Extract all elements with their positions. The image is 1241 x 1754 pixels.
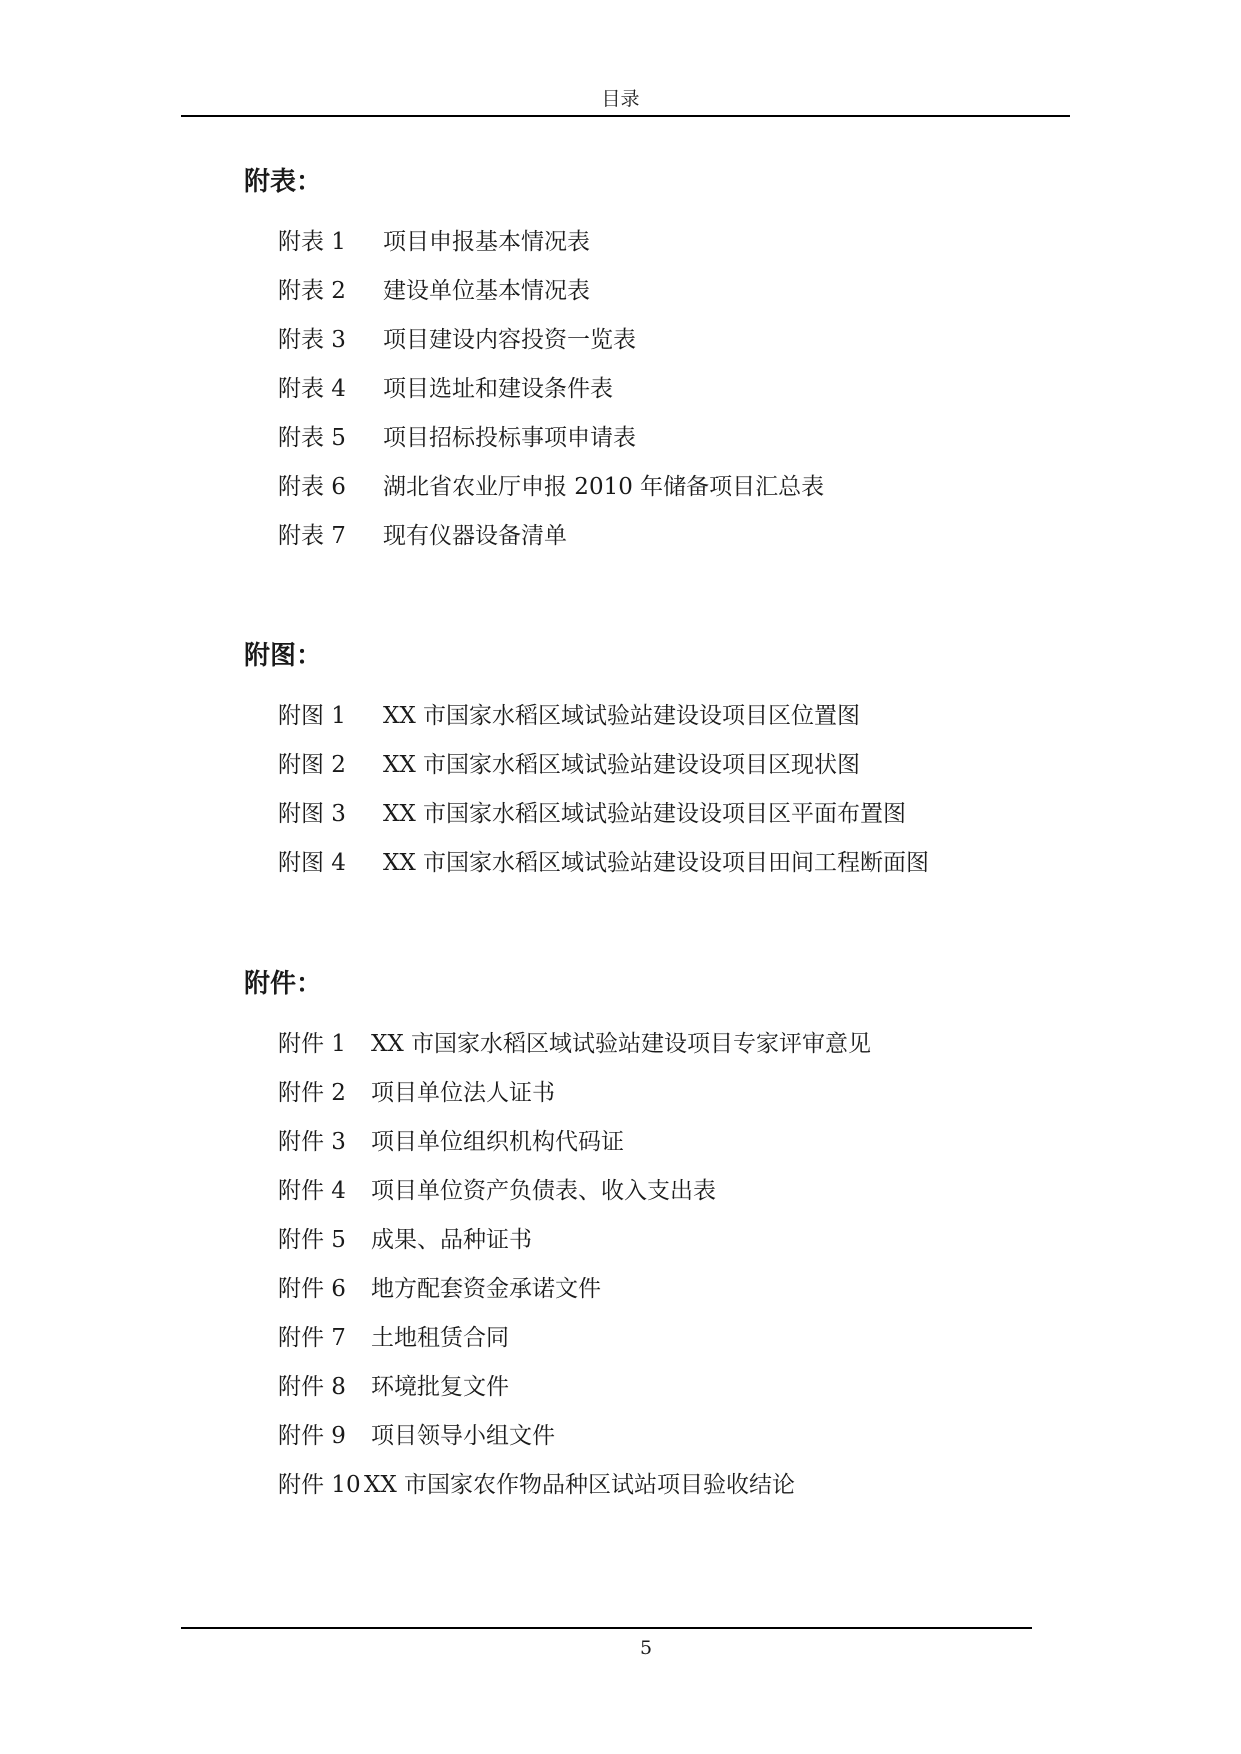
item-title: 项目领导小组文件 bbox=[371, 1423, 555, 1449]
item-title: XX 市国家农作物品种区试站项目验收结论 bbox=[364, 1472, 796, 1498]
item-title: 项目选址和建设条件表 bbox=[383, 376, 613, 402]
item-title: 项目单位法人证书 bbox=[371, 1080, 555, 1106]
item-label: 附件 5 bbox=[278, 1227, 346, 1253]
item-label: 附件 7 bbox=[278, 1325, 346, 1351]
list-item bbox=[278, 800, 907, 828]
list-item bbox=[278, 375, 613, 403]
list-item bbox=[278, 424, 636, 452]
list-item bbox=[278, 702, 861, 730]
list-item bbox=[278, 1177, 716, 1205]
item-label: 附表 1 bbox=[278, 229, 346, 255]
item-title: 建设单位基本情况表 bbox=[383, 278, 590, 304]
item-label: 附表 6 bbox=[278, 474, 346, 500]
list-item bbox=[278, 1079, 555, 1107]
item-label: 附件 10 bbox=[278, 1472, 361, 1498]
item-label: 附件 9 bbox=[278, 1423, 346, 1449]
item-label: 附图 4 bbox=[278, 850, 346, 876]
item-title: 成果、品种证书 bbox=[371, 1227, 532, 1253]
item-label: 附件 2 bbox=[278, 1080, 346, 1106]
item-title: 环境批复文件 bbox=[371, 1374, 509, 1400]
item-title: 湖北省农业厅申报 2010 年储备项目汇总表 bbox=[383, 474, 825, 500]
item-label: 附表 5 bbox=[278, 425, 346, 451]
list-item bbox=[278, 228, 590, 256]
list-item bbox=[278, 1128, 624, 1156]
list-item bbox=[278, 277, 590, 305]
item-label: 附件 6 bbox=[278, 1276, 346, 1302]
list-item bbox=[278, 473, 825, 501]
header-divider bbox=[181, 115, 1070, 117]
list-item bbox=[278, 1324, 509, 1352]
item-title: 项目招标投标事项申请表 bbox=[383, 425, 636, 451]
list-item bbox=[278, 1422, 555, 1450]
footer-divider bbox=[181, 1627, 1032, 1629]
header-title: 目录 bbox=[601, 88, 640, 110]
item-title: 项目单位组织机构代码证 bbox=[371, 1129, 624, 1155]
section-heading: 附件： bbox=[244, 969, 323, 999]
item-label: 附图 2 bbox=[278, 752, 346, 778]
list-item bbox=[278, 1226, 532, 1254]
item-label: 附图 1 bbox=[278, 703, 346, 729]
item-title: XX 市国家水稻区域试验站建设项目专家评审意见 bbox=[371, 1031, 872, 1057]
item-title: XX 市国家水稻区域试验站建设设项目田间工程断面图 bbox=[383, 850, 930, 876]
item-label: 附表 7 bbox=[278, 523, 346, 549]
item-label: 附件 8 bbox=[278, 1374, 346, 1400]
item-label: 附表 4 bbox=[278, 376, 346, 402]
item-title: XX 市国家水稻区域试验站建设设项目区平面布置图 bbox=[383, 801, 907, 827]
item-label: 附件 3 bbox=[278, 1129, 346, 1155]
section-heading: 附表： bbox=[244, 167, 323, 197]
item-title: XX 市国家水稻区域试验站建设设项目区现状图 bbox=[383, 752, 861, 778]
item-title: 地方配套资金承诺文件 bbox=[371, 1276, 601, 1302]
item-title: 项目建设内容投资一览表 bbox=[383, 327, 636, 353]
list-item bbox=[278, 1030, 872, 1058]
list-item bbox=[278, 751, 861, 779]
item-title: 项目单位资产负债表、收入支出表 bbox=[371, 1178, 716, 1204]
item-label: 附图 3 bbox=[278, 801, 346, 827]
list-item bbox=[278, 522, 567, 550]
page-number: 5 bbox=[639, 1637, 653, 1659]
item-title: 土地租赁合同 bbox=[371, 1325, 509, 1351]
list-item bbox=[278, 1373, 509, 1401]
list-item bbox=[278, 1471, 796, 1499]
section-heading: 附图： bbox=[244, 641, 323, 671]
item-label: 附件 4 bbox=[278, 1178, 346, 1204]
list-item bbox=[278, 326, 636, 354]
item-title: XX 市国家水稻区域试验站建设设项目区位置图 bbox=[383, 703, 861, 729]
item-label: 附表 2 bbox=[278, 278, 346, 304]
item-label: 附表 3 bbox=[278, 327, 346, 353]
list-item bbox=[278, 849, 930, 877]
item-title: 项目申报基本情况表 bbox=[383, 229, 590, 255]
list-item bbox=[278, 1275, 601, 1303]
item-title: 现有仪器设备清单 bbox=[383, 523, 567, 549]
item-label: 附件 1 bbox=[278, 1031, 346, 1057]
